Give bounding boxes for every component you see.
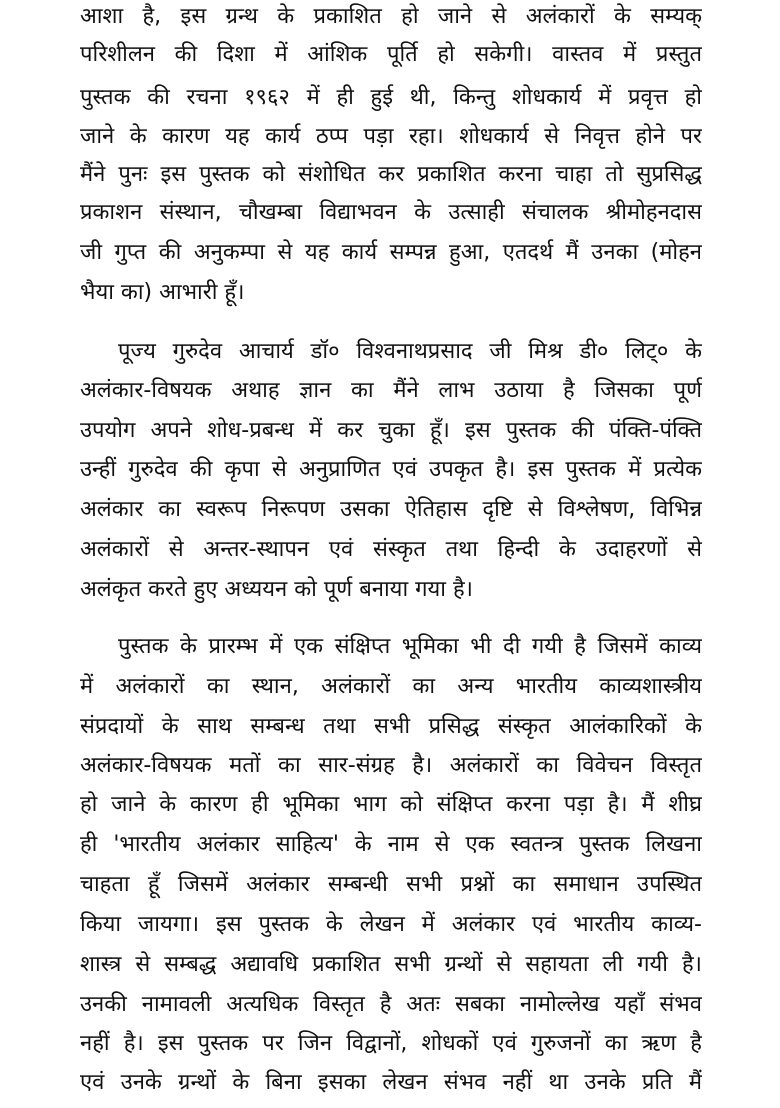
para2-line3: उपयोग अपने शोध-प्रबन्ध में कर चुका हूँ। इस पुस्तक की पंक्ति-पंक्ति	[80, 418, 702, 443]
para2-line6: अलंकारों से अन्तर-स्थापन एवं संस्कृत तथा हिन्दी के उदाहरणों से	[80, 537, 702, 562]
para1-line3: पुस्तक की रचना १९६२ में ही हुई थी, किन्तु शोधकार्य में प्रवृत्त हो	[80, 85, 702, 110]
para3-line2: में अलंकारों का स्थान, अलंकारों का अन्य भारतीय काव्यशास्त्रीय	[80, 674, 702, 699]
para1-line2: परिशीलन की दिशा में आंशिक पूर्ति हो सकेगी। वास्तव में प्रस्तुत	[80, 42, 702, 67]
para2-line1: पूज्य गुरुदेव आचार्य डॉ० विश्वनाथप्रसाद जी मिश्र डी० लिट्० के	[118, 339, 702, 364]
para2-line5: अलंकार का स्वरूप निरूपण उसका ऐतिहास दृष्टि से विश्लेषण, विभिन्न	[80, 497, 702, 522]
para2-line4: उन्हीं गुरुदेव की कृपा से अनुप्राणित एवं उपकृत है। इस पुस्तक में प्रत्येक	[80, 457, 702, 482]
para1-line8: भैया का) आभारी हूँ।	[80, 280, 245, 305]
para2-line2: अलंकार-विषयक अथाह ज्ञान का मैंने लाभ उठाया है जिसका पूर्ण	[80, 378, 702, 403]
para3-line8: किया जायगा। इस पुस्तक के लेखन में अलंकार एवं भारतीय काव्य-	[80, 912, 702, 937]
para3-line9: शास्त्र से सम्बद्ध अद्यावधि प्रकाशित सभी ग्रन्थों से सहायता ली गयी है।	[80, 952, 702, 977]
para3-line1: पुस्तक के प्रारम्भ में एक संक्षिप्त भूमिका भी दी गयी है जिसमें काव्य	[118, 634, 702, 659]
para1-line6: प्रकाशन संस्थान, चौखम्बा विद्याभवन के उत्साही संचालक श्रीमोहनदास	[80, 200, 702, 225]
para1-line5: मैंने पुनः इस पुस्तक को संशोधित कर प्रकाशित करना चाहा तो सुप्रसिद्ध	[80, 162, 702, 187]
para1-line1: आशा है, इस ग्रन्थ के प्रकाशित हो जाने से अलंकारों के सम्यक्	[80, 4, 702, 29]
para3-line12: एवं उनके ग्रन्थों के बिना इसका लेखन संभव नहीं था उनके प्रति मैं	[80, 1070, 702, 1095]
para3-line4: अलंकार-विषयक मतों का सार-संग्रह है। अलंकारों का विवेचन विस्तृत	[80, 753, 702, 778]
para3-line6: ही 'भारतीय अलंकार साहित्य' के नाम से एक स्वतन्त्र पुस्तक लिखना	[80, 832, 702, 857]
para2-line7: अलंकृत करते हुए अध्ययन को पूर्ण बनाया गया है।	[80, 577, 473, 602]
para3-line11: नहीं है। इस पुस्तक पर जिन विद्वानों, शोधकों एवं गुरुजनों का ऋण है	[80, 1031, 702, 1056]
para3-line10: उनकी नामावली अत्यधिक विस्तृत है अतः सबका नामोल्लेख यहाँ संभव	[80, 992, 702, 1017]
para3-line3: संप्रदायों के साथ सम्बन्ध तथा सभी प्रसिद्ध संस्कृत आलंकारिकों के	[80, 714, 702, 739]
para3-line7: चाहता हूँ जिसमें अलंकार सम्बन्धी सभी प्रश्नों का समाधान उपस्थित	[80, 872, 702, 897]
para1-line7: जी गुप्त की अनुकम्पा से यह कार्य सम्पन्न हुआ, एतदर्थ मैं उनका (मोहन	[80, 240, 702, 265]
para1-line4: जाने के कारण यह कार्य ठप्प पड़ा रहा। शोधकार्य से निवृत्त होने पर	[80, 124, 702, 149]
para3-line5: हो जाने के कारण ही भूमिका भाग को संक्षिप्त करना पड़ा है। मैं शीघ्र	[80, 792, 702, 817]
